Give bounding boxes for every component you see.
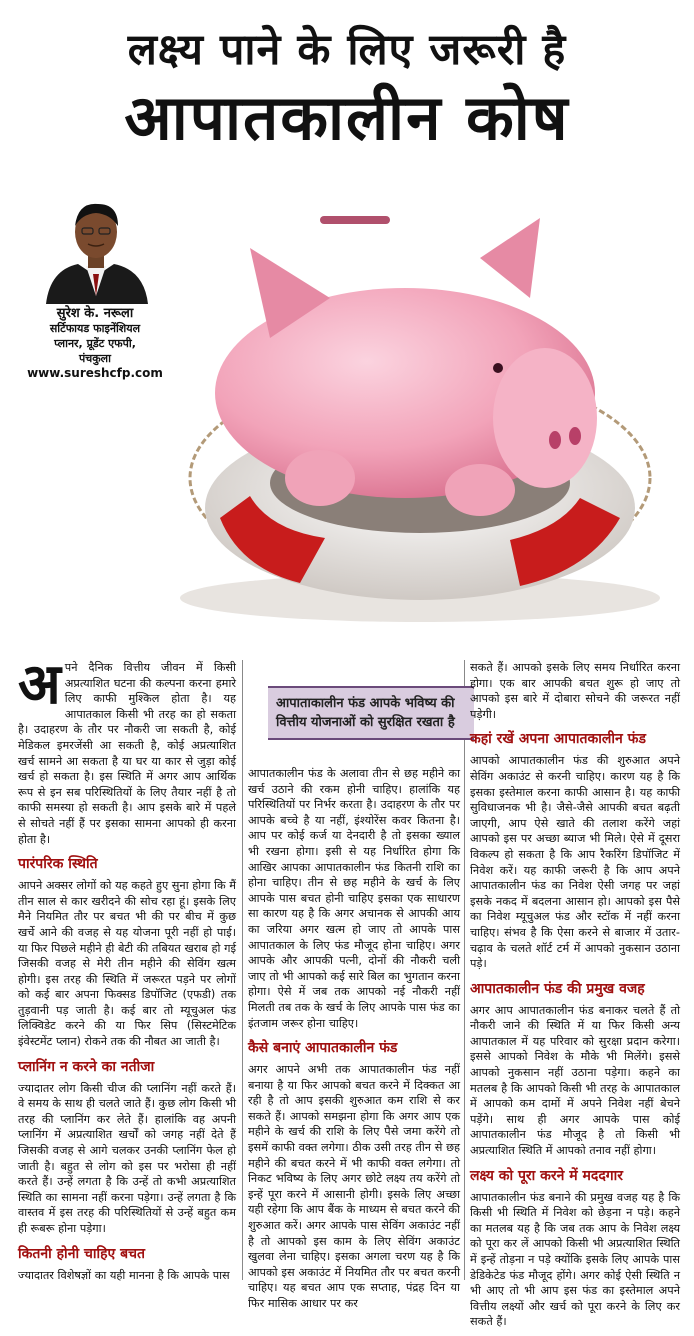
subheading: प्लानिंग न करने का नतीजा bbox=[18, 1058, 155, 1075]
subheading: कैसे बनाएं आपातकालीन फंड bbox=[248, 1040, 398, 1057]
dropcap: अ bbox=[18, 652, 61, 717]
author-name: सुरेश के. नरूला bbox=[56, 306, 134, 321]
author-website: www.sureshcfp.com bbox=[27, 366, 163, 380]
piggy-bank-lifebuoy-illustration bbox=[180, 178, 694, 630]
paragraph: ज्यादातर लोग किसी चीज की प्लानिंग नहीं करते हैं। वे समय के साथ ही चलते जाते हैं। कुछ लोग किसी भी तरह की प्लानिंग कर लेते हैं। हालांकि वह अपनी प्लानिंग में अप्रत्याशित खर्चों को जगह नहीं देते हैं जिसकी वजह से आगे चलकर उनकी प्लानिंग फेल हो जाती है। बहुत से लोग को इस पर भरोसा ही नहीं करते हैं। उन्हें लगता है कि उन्हें तो कभी अप्रत्याशित स्थिति का सामना नहीं करना पड़ेगा। उन्हें लगता है कि वास्तव में इस तरह की परिस्थितियों से उन्हें बहुत कम ही रूबरू होना पड़ेगा। bbox=[18, 1081, 236, 1235]
paragraph: ज्यादातर विशेषज्ञों का यही मानना है कि आपके पास bbox=[18, 1268, 230, 1282]
paragraph: सकते हैं। आपको इसके लिए समय निर्धारित करना होगा। एक बार आपकी बचत शुरू हो जाए तो आपको इस बारे में दोबारा सोचने की जरूरत नहीं पड़ेगी। bbox=[470, 661, 680, 721]
subheading: आपातकालीन फंड की प्रमुख वजह bbox=[470, 980, 645, 997]
paragraph: अगर आप आपातकालीन फंड बनाकर चलते हैं तो नौकरी जाने की स्थिति में या फिर किसी अन्य आपातकाल में यह परिवार को सुरक्षा प्रदान करेगा। इससे आपको निवेश के मौके भी मिलेंगे। इससे आपको नुकसान नहीं उठाना पड़ेगा। कहने का मतलब है कि आपको किसी भी तरह के आपातकाल में आपको कम दामों में अपने निवेश नहीं बेचने पड़ेंगे। साथ ही अगर आपके पास कोई आपातकालीन फंड मौजूद है तो किसी भी अप्रत्याशित स्थिति में आपको तनाव नहीं होगा। bbox=[470, 1003, 680, 1158]
article-column-2 bbox=[248, 766, 460, 1318]
subheading: कितनी होनी चाहिए बचत bbox=[18, 1245, 146, 1262]
article-column-1 bbox=[18, 652, 236, 1289]
author-title-2: प्लानर, प्रूडेंट एफपी, bbox=[54, 337, 136, 350]
subheading: पारंपरिक स्थिति bbox=[18, 856, 98, 873]
author-box bbox=[0, 306, 190, 381]
column-divider bbox=[242, 660, 243, 1280]
intro-paragraph: पने दैनिक वित्तीय जीवन में किसी अप्रत्याशित घटना की कल्पना करना हमारे लिए काफी मुश्किल होता है। यह आपातकाल किसी भी तरह का हो सकता है। उदाहरण के तौर पर नौकरी जा सकती है, कोई मेडिकल इमरजेंसी आ सकती है, कोई अप्रत्याशित खर्च सामने आ सकता है या घर या कार से जुड़ा कोई खर्च हो सकता है। इस स्थिति में अगर आप आर्थिक रूप से इन सब परिस्थितियों के लिए तैयार नहीं है तो काफी समस्या हो सकती है। आप इसके बारे में पहले से सोचते नहीं हैं पर इसका सामना आपको ही करना होता है। bbox=[18, 661, 236, 846]
paragraph: अगर आपने अभी तक आपातकालीन फंड नहीं बनाया है या फिर आपको बचत करने में दिक्कत आ रही है तो आप इसकी शुरुआत कम राशि से कर सकते हैं। आपको समझना होगा कि अगर आप एक महीने के खर्च की राशि के लिए पैसे जमा करेंगे तो इसमें काफी वक्त लगेगा। ठीक उसी तरह तीन से छह महीने की बचत करने में भी काफी वक्त लगेगा। तो निकट भविष्य के लिए अगर छोटे लक्ष्य तय करेंगे तो इन्हें पूरा करने में आसानी होगी। इसके लिए अच्छा यही रहेगा कि आप बैंक के माध्यम से बचत करने की शुरुआत करें। अगर आपके पास सेविंग अकाउंट नहीं है तो आपको इस काम के लिए सेविंग अकाउंट खुलवा लेना चाहिए। इसका अगला चरण यह है कि आपको इस अकाउंट में नियमित तौर पर बचत करनी चाहिए। यह बचत आप एक सप्ताह, पंद्रह दिन या फिर मासिक आधार पर कर bbox=[248, 1063, 460, 1310]
paragraph: आपको आपातकालीन फंड की शुरुआत अपने सेविंग अकाउंट से करनी चाहिए। कारण यह है कि इसका इस्तेमाल करना काफी आसान है। यह काफी सुविधाजनक भी है। जैसे-जैसे आपकी बचत बढ़ती जाएगी, आप ऐसे खाते की तलाश करेंगे जहां आपको इस पर अच्छा ब्याज भी मिले। ऐसे में दूसरा विकल्प हो सकता है कि आप रैकरिंग डिपॉजिट में निवेश करें। यह काफी जरूरी है कि आप अपने आपातकालीन फंड का निवेश ऐसी जगह पर जहां इसके नकद में बदलना आसान हो। आपको इस पैसे का निवेश म्यूचुअल फंड और स्टॉक में नहीं करना चाहिए। संभव है कि ऐसा करने से बाजार में उतार-चढ़ाव के चलते शॉर्ट टर्म में आपको नुकसान उठाना पड़े। bbox=[470, 754, 680, 971]
column-divider bbox=[464, 660, 465, 1280]
subheading: लक्ष्य को पूरा करने में मददगार bbox=[470, 1167, 623, 1184]
headline bbox=[0, 22, 694, 158]
paragraph: आपातकालीन फंड के अलावा तीन से छह महीने का खर्च उठाने की रकम होनी चाहिए। हालांकि यह परिस्थितियों पर निर्भर करता है। उदाहरण के तौर पर आपके बच्चे है या नहीं, इंश्योरेंस कवर कितना है। आप पर कोई कर्ज या देनदारी है तो इसका ख्याल भी रखना होगा। इसी से यह निर्धारित होगा कि आखिर आपका आपातकालीन फंड कितनी राशि का होना चाहिए। तीन से छह महीने के खर्च के लिए आपके पास बचत होनी चाहिए इसका एक साधारण सा कारण यह है कि अगर अचानक से आपकी आय का जरिया अगर खत्म हो जाए तो आपके पास आपातकाल के लिए फंड मौजूद होना चाहिए। अगर आपके और आपकी पत्नी, दोनों की नौकरी चली जाए तो भी आपको कई सारे बिल का भुगतान करना होगा। ऐसे में जब तक आपको नई नौकरी नहीं मिलती तब तक के खर्च के लिए आपके पास फंड का इंतजाम जरूर होना चाहिए। bbox=[248, 767, 460, 1030]
paragraph: आपने अक्सर लोगों को यह कहते हुए सुना होगा कि मैं तीन साल से कार खरीदने की सोच रहा हूं। इसके लिए मैने नियमित तौर पर बचत भी की पर बीच में कुछ खर्चे आने की वजह से यह योजना पूरी नहीं हो पाई। या फिर पिछले महीने ही बेटी की तबियत खराब हो गई जिसकी वजह से मेरी तीन महीने की सेविंग खत्म होगी। इस तरह की स्थिति में जरूरत पड़ने पर लोगों को कई बार अपना फिक्सड डिपॉजिट (एफडी) तक तुड़वानी पड़ जाती है। कई बार तो म्यूचुअल फंड लिक्विडेट करने की या फिर सिप (सिस्टमेटिक इंवेस्टमेंट प्लान) रोकने तक की नौबत आ जाती है। bbox=[18, 879, 236, 1049]
pull-quote: आपाताकालीन फंड आपके भविष्य की वित्तीय योजनाओं को सुरक्षित रखता है bbox=[268, 686, 474, 740]
headline-line-1: लक्ष्य पाने के लिए जरूरी है bbox=[127, 25, 567, 75]
subheading: कहां रखें अपना आपातकालीन फंड bbox=[470, 731, 646, 748]
headline-line-2: आपातकालीन कोष bbox=[124, 81, 570, 154]
paragraph: आपातकालीन फंड बनाने की प्रमुख वजह यह है कि किसी भी स्थिति में निवेश को छेड़ना न पड़े। कहने का मतलब यह है कि जब तक आप के निवेश लक्ष्य को पूरा कर लें आपको किसी भी अप्रत्याशित स्थिति में इन्हें तोड़ना न पड़े क्योंकि इसके लिए आपके पास डेडिकेटेड फंड मौजूद होंगे। अगर कोई ऐसी स्थिति न भी आए तो भी आप इस फंड का इस्तेमाल अपने वित्तीय लक्ष्यों और खर्च को पूरा करने के लिए कर सकते हैं। bbox=[470, 1190, 680, 1329]
author-title-1: सर्टिफायड फाइनेंशियल bbox=[49, 322, 141, 335]
author-photo bbox=[38, 196, 156, 304]
article-column-3 bbox=[470, 660, 680, 1336]
author-city: पंचकुला bbox=[79, 352, 111, 365]
